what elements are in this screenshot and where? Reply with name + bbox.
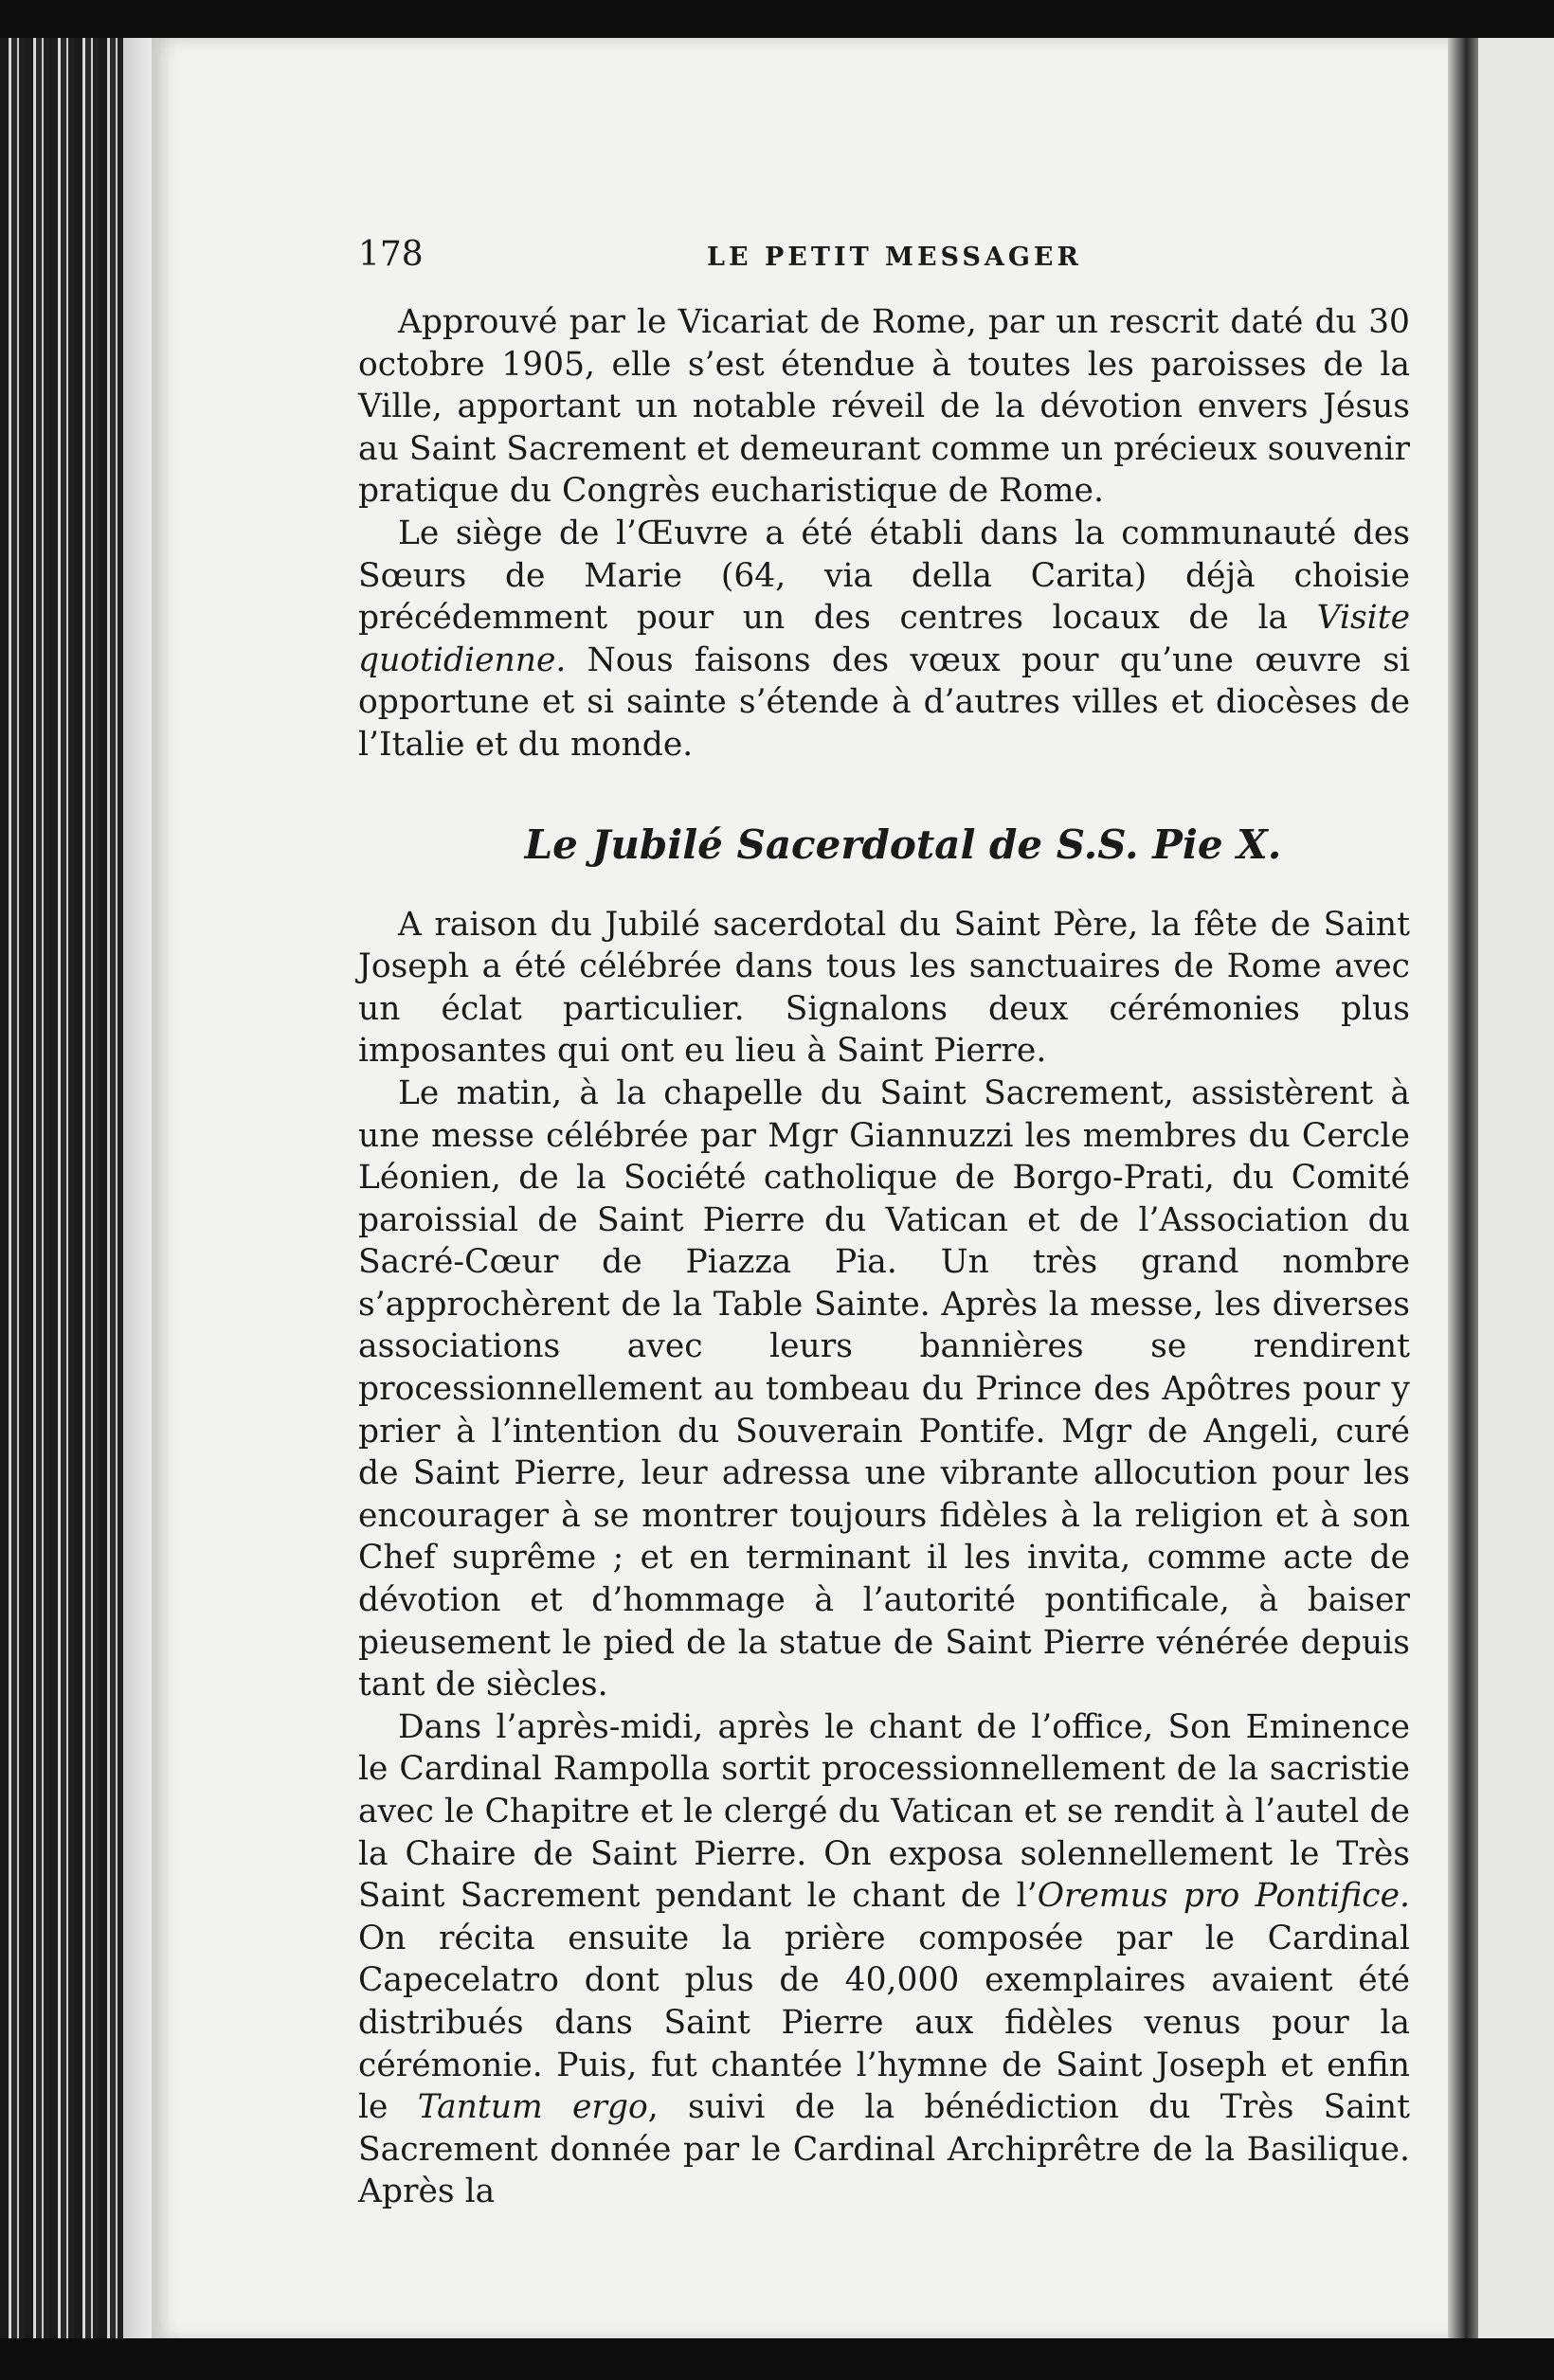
paragraph-text: On récita ensuite la prière composée par le Cardinal Capecelatro dont plus de 40,000 exemplaires avaient été distribués dans Saint Pierre aux fidèles venus pour la cérémonie. Puis, fut chantée l’hymne de Saint Joseph et enfin le [358, 1919, 1410, 2127]
book-page-edges [0, 38, 156, 2340]
paragraph: Approuvé par le Vicariat de Rome, par un rescrit daté du 30 octobre 1905, elle s’est étendue à toutes les paroisses de la Ville, apportant un notable réveil de la dévotion envers Jésus au Saint Sacrement et demeurant comme un précieux souvenir pratique du Congrès eucharistique de Rome. [358, 303, 1410, 511]
paragraph-text: Nous faisons des vœux pour qu’une œuvre si opportune et si sainte s’étende à d’autres villes et diocèses de l’Italie et du monde. [358, 640, 1410, 764]
scan-bottom-border [0, 2338, 1554, 2380]
facing-page [1478, 38, 1554, 2340]
paragraph-text: Le siège de l’Œuvre a été établi dans la communauté des Sœurs de Marie (64, via della Carita) déjà choisie précédemment pour un des centres locaux de la [358, 514, 1410, 638]
text-column [358, 235, 1410, 2213]
paragraph-text: , suivi de la bénédiction du Très Saint Sacrement donnée par le Cardinal Archiprêtre de la Basilique. Après la [358, 2088, 1411, 2211]
section-heading: Le Jubilé Sacerdotal de S.S. Pie X. [524, 820, 1282, 868]
running-title: LE PETIT MESSAGER [707, 243, 1082, 272]
paragraph: Le matin, à la chapelle du Saint Sacrement, assistèrent à une messe célébrée par Mgr Giannuzzi les membres du Cercle Léonien, de la Société catholique de Borgo-Prati, du Comité paroissial de Saint Pierre du Vatican et de l’Association du Sacré-Cœur de Piazza Pia. Un très grand nombre s’approchèrent de la Table Sainte. Après la messe, les diverses associations avec leurs bannières se rendirent processionnellement au tombeau du Prince des Apôtres pour y prier à l’intention du Souverain Pontife. Mgr de Angeli, curé de Saint Pierre, leur adressa une vibrante allocution pour les encourager à se montrer toujours fidèles à la religion et à son Chef suprême ; et en terminant il les invita, comme acte de dévotion et d’hommage à l’autorité pontificale, à baiser pieusement le pied de la statue de Saint Pierre vénérée depuis tant de siècles. [358, 1073, 1410, 1704]
scan-top-border [0, 0, 1554, 40]
paragraph [358, 1706, 1410, 2213]
running-head [358, 235, 1410, 292]
book-gutter [1448, 38, 1482, 2340]
italic-title: Oremus pro Pontifice. [1037, 1877, 1410, 1916]
paragraph-text: Dans l’après-midi, après le chant de l’office, Son Eminence le Cardinal Rampolla sortit processionnellement de la sacristie avec le Chapitre et le clergé du Vatican et se rendit à l’autel de la Chaire de Saint Pierre. On exposa solennellement le Très Saint Sacrement pendant le chant de l’ [358, 1707, 1410, 1916]
italic-title: Visite quotidienne. [358, 599, 1410, 679]
page-number: 178 [358, 235, 424, 274]
paragraph [358, 513, 1410, 766]
paragraph: A raison du Jubilé sacerdotal du Saint Père, la fête de Saint Joseph a été célébrée dans tous les sanctuaires de Rome avec un éclat particulier. Signalons deux cérémonies plus imposantes qui ont eu lieu à Saint Pierre. [358, 905, 1410, 1071]
italic-title: Tantum ergo [417, 2088, 648, 2127]
